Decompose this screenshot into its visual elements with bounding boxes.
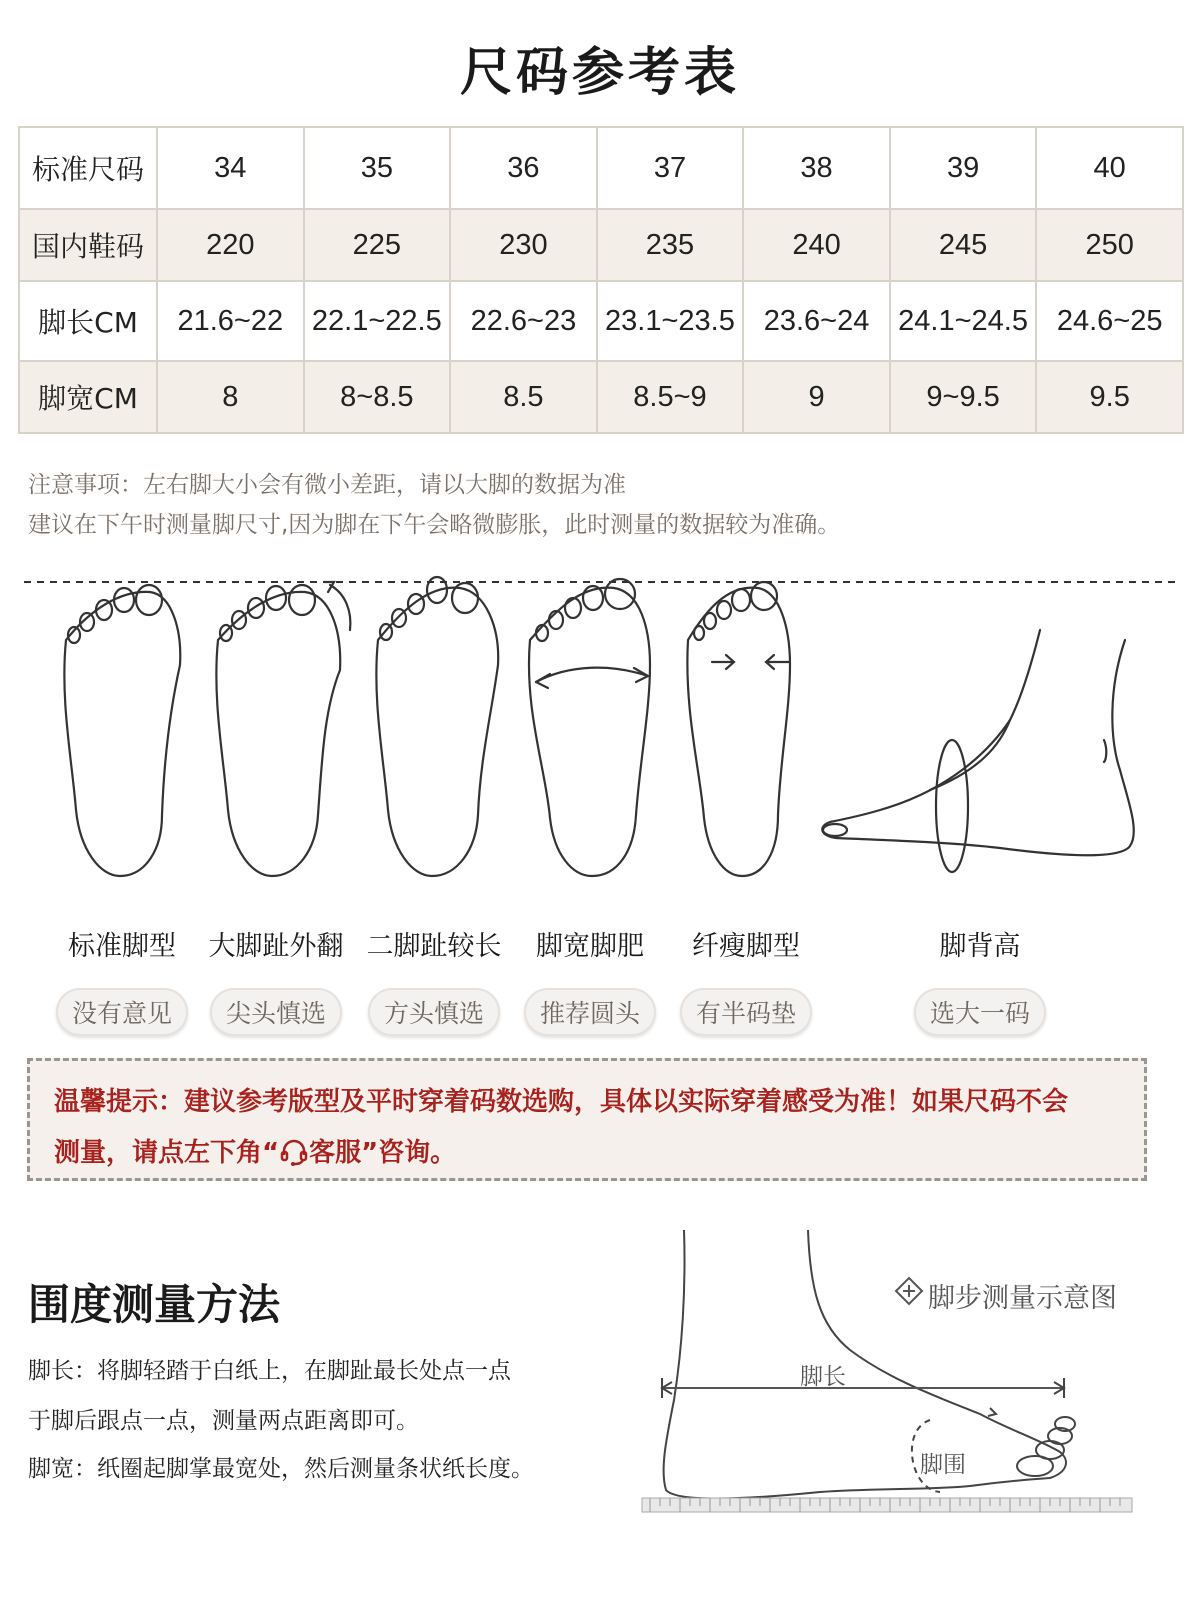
measure-line-2: 于脚后跟点一点，测量两点距离即可。 [28,1408,419,1434]
size-chart-table [18,126,1184,434]
table-cell: 38 [743,127,890,209]
wide-foot-drawing [529,579,650,876]
table-cell: 250 [1036,209,1183,281]
measure-line-1: 脚长：将脚轻踏于白纸上，在脚趾最长处点一点 [28,1358,511,1384]
table-cell: 9 [743,361,890,433]
tip-line-1: 温馨提示：建议参考版型及平时穿着码数选购，具体以实际穿着感受为准！如果尺码不会 [54,1087,1069,1117]
long-second-toe-foot-drawing [376,577,498,876]
warm-tip-text [54,1077,1134,1179]
table-cell: 8.5~9 [597,361,744,433]
foot-type-label: 大脚趾外翻 [208,931,344,962]
advice-badge: 没有意见 [56,988,188,1036]
table-cell: 245 [890,209,1037,281]
headset-icon [279,1137,309,1167]
table-cell: 21.6~22 [157,281,304,361]
table-cell: 22.1~22.5 [304,281,451,361]
table-cell: 22.6~23 [450,281,597,361]
table-row [19,281,1183,361]
table-cell: 240 [743,209,890,281]
table-cell: 235 [597,209,744,281]
advice-badge: 推荐圆头 [524,988,656,1036]
foot-length-label: 脚长 [800,1364,846,1390]
measure-heading: 围度测量方法 [28,1280,281,1329]
table-cell: 36 [450,127,597,209]
table-cell: 230 [450,209,597,281]
note-line-2: 建议在下午时测量脚尺寸,因为脚在下午会略微膨胀，此时测量的数据较为准确。 [28,512,841,538]
table-cell: 24.6~25 [1036,281,1183,361]
foot-type-label: 二脚趾较长 [366,931,502,962]
table-cell: 9.5 [1036,361,1183,433]
row-header: 脚长CM [19,281,157,361]
note-line-1: 注意事项：左右脚大小会有微小差距，请以大脚的数据为准 [28,472,626,498]
bunion-foot-drawing [216,582,350,876]
table-cell: 23.1~23.5 [597,281,744,361]
table-row [19,361,1183,433]
foot-type-label: 纤瘦脚型 [692,931,800,962]
table-cell: 220 [157,209,304,281]
table-cell: 8.5 [450,361,597,433]
high-instep-foot-drawing [822,630,1134,872]
page-title: 尺码参考表 [459,43,740,103]
diagram-title: 脚步测量示意图 [928,1283,1117,1314]
standard-foot-drawing [64,585,180,876]
table-cell: 23.6~24 [743,281,890,361]
table-row [19,127,1183,209]
foot-type-label: 脚宽脚肥 [536,931,644,962]
measure-line-3: 脚宽：纸圈起脚掌最宽处，然后测量条状纸长度。 [28,1456,534,1482]
foot-type-label: 标准脚型 [68,931,176,962]
table-cell: 8 [157,361,304,433]
table-cell: 24.1~24.5 [890,281,1037,361]
foot-type-label: 脚背高 [939,931,1021,962]
row-header: 国内鞋码 [19,209,157,281]
table-cell: 225 [304,209,451,281]
table-cell: 37 [597,127,744,209]
table-cell: 8~8.5 [304,361,451,433]
tip-line-2-b: 客服”咨询。 [309,1138,457,1168]
foot-girth-label: 脚围 [920,1452,966,1478]
row-header: 脚宽CM [19,361,157,433]
slim-foot-drawing [687,582,790,876]
advice-badge: 尖头慎选 [210,988,342,1036]
advice-badge: 选大一码 [914,988,1046,1036]
foot-type-illustrations [0,570,1200,900]
row-header: 标准尺码 [19,127,157,209]
tip-line-2-a: 测量，请点左下角“ [54,1138,280,1168]
table-cell: 39 [890,127,1037,209]
table-row [19,209,1183,281]
advice-badge: 有半码垫 [680,988,812,1036]
table-cell: 9~9.5 [890,361,1037,433]
table-cell: 35 [304,127,451,209]
advice-badge: 方头慎选 [368,988,500,1036]
table-cell: 34 [157,127,304,209]
warm-tip-box [27,1058,1147,1181]
foot-measurement-diagram [640,1230,1160,1550]
table-cell: 40 [1036,127,1183,209]
